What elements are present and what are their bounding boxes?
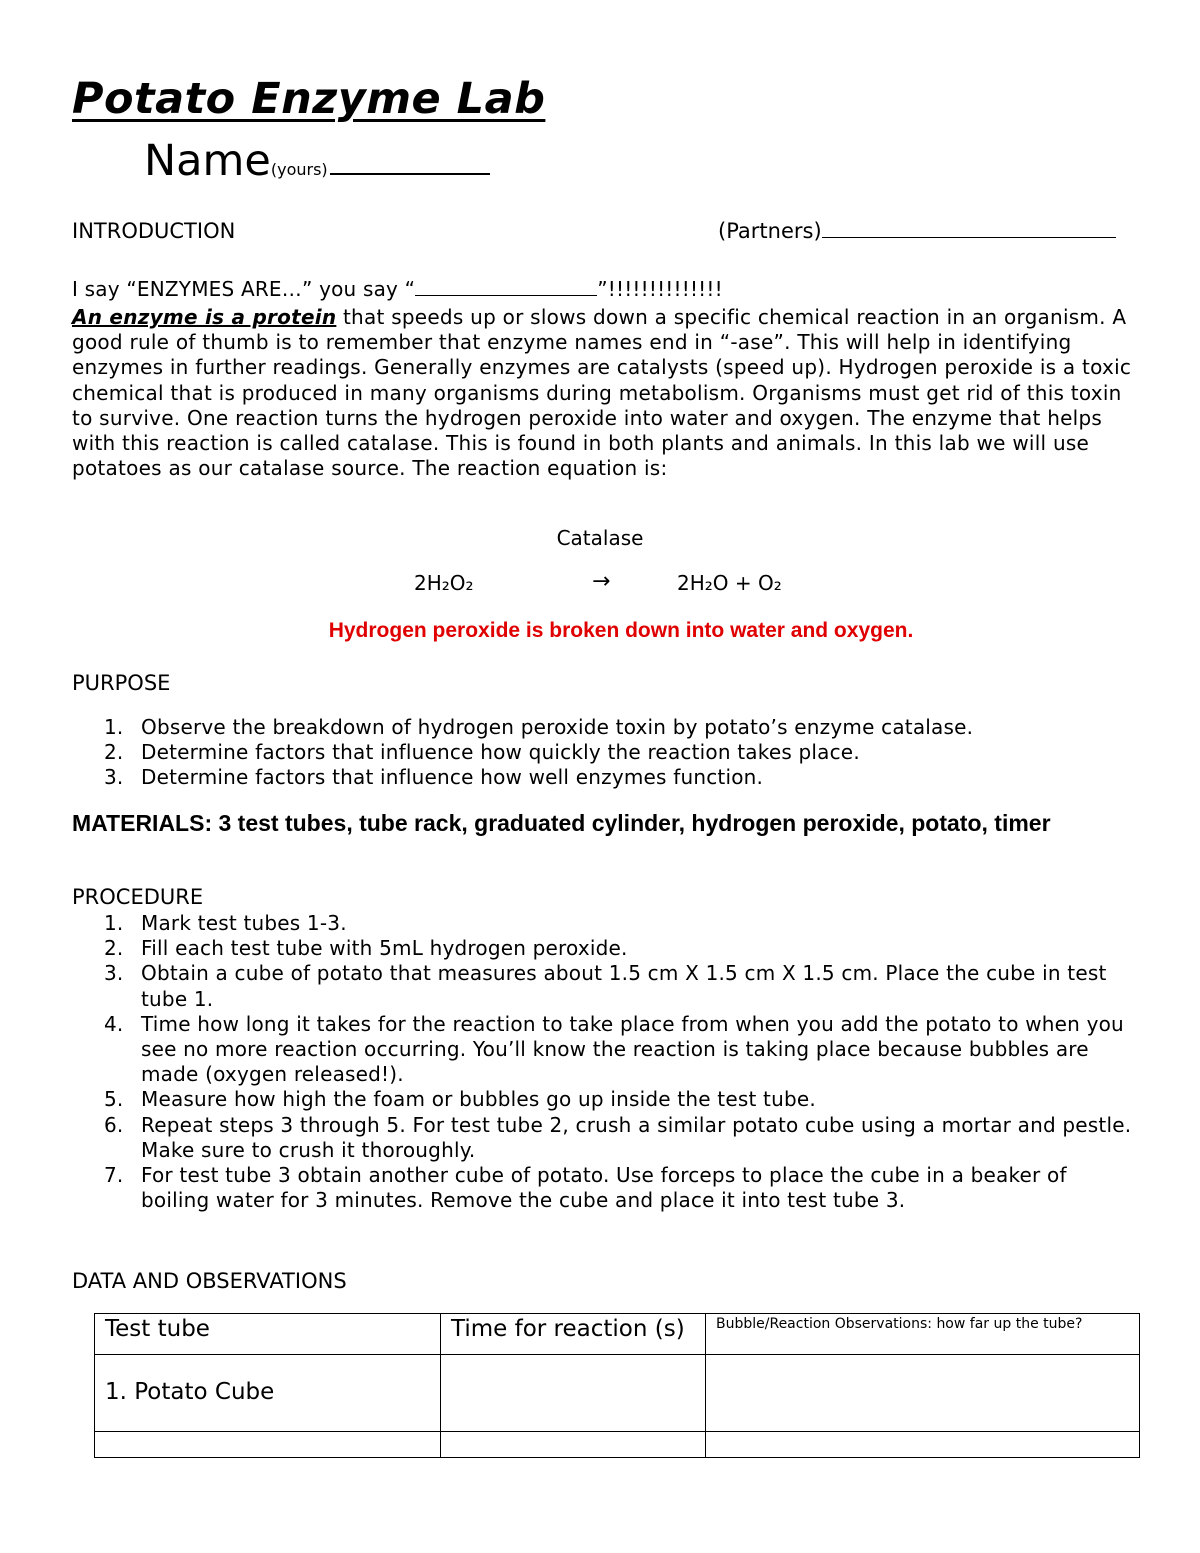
introduction-heading: INTRODUCTION <box>72 219 236 243</box>
partners-blank-line[interactable] <box>822 236 1116 238</box>
equation-product: 2H₂O + O₂ <box>677 571 782 595</box>
introduction-paragraph <box>72 305 1132 481</box>
list-text: Mark test tubes 1-3. <box>141 911 347 935</box>
say-suffix: ”!!!!!!!!!!!!!! <box>597 277 723 301</box>
equation-enzyme: Catalase <box>556 526 644 550</box>
list-number: 2. <box>104 936 124 961</box>
list-item <box>104 740 1134 765</box>
list-text: Measure how high the foam or bubbles go up inside the test tube. <box>141 1087 816 1112</box>
list-number: 3. <box>104 765 124 790</box>
table-cell[interactable] <box>706 1432 1140 1458</box>
list-item <box>104 1113 1134 1163</box>
list-text: Determine factors that influence how well enzymes function. <box>141 765 764 790</box>
list-item <box>104 911 1134 936</box>
list-text: Obtain a cube of potato that measures about 1.5 cm X 1.5 cm X 1.5 cm. Place the cube in test tube 1. <box>141 961 1107 1011</box>
materials-list: MATERIALS: 3 test tubes, tube rack, graduated cylinder, hydrogen peroxide, potato, timer <box>72 810 1051 836</box>
list-text: Time how long it takes for the reaction to take place from when you add the potato to when you see no more reaction occurring. You’ll know the reaction is taking place because bubbles are made (oxygen released!). <box>141 1011 1124 1087</box>
procedure-list <box>104 911 1134 1213</box>
table-row <box>95 1432 1140 1458</box>
name-label: Name <box>144 136 271 186</box>
intro-bold-text: An enzyme is a protein <box>72 305 337 329</box>
list-number: 1. <box>104 715 124 739</box>
purpose-list <box>104 715 1134 791</box>
table-header-time: Time for reaction (s) <box>441 1314 706 1355</box>
data-table <box>94 1313 1140 1458</box>
table-cell[interactable] <box>441 1355 706 1432</box>
list-number: 4. <box>104 1011 124 1036</box>
equation-reactant: 2H₂O₂ <box>414 571 474 595</box>
list-item <box>104 936 1134 961</box>
say-line <box>72 277 723 301</box>
table-cell[interactable] <box>441 1432 706 1458</box>
list-item <box>104 1012 1134 1088</box>
intro-body-text: that speeds up or slows down a specific chemical reaction in an organism. A good rule of thumb is to remember that enzyme names end in “-ase”. This will help in identifying enzymes in further readings. Generally enzymes are catalysts (speed up). Hydrogen peroxide is a toxic chemical that is produced in many organisms during metabolism. Organisms must get rid of this toxin to survive. One reaction turns the hydrogen peroxide into water and oxygen. The enzyme that helps with this reaction is called catalase. This is found in both plants and animals. In this lab we will use potatoes as our catalase source. The reaction equation is: <box>72 305 1132 481</box>
list-item <box>104 1087 1134 1112</box>
red-highlight-note: Hydrogen peroxide is broken down into water and oxygen. <box>328 619 914 642</box>
name-blank-line[interactable] <box>330 172 490 175</box>
table-header-observations: Bubble/Reaction Observations: how far up the tube? <box>706 1314 1140 1355</box>
list-item <box>104 765 1134 790</box>
say-prefix: I say “ENZYMES ARE…” you say “ <box>72 277 416 301</box>
list-number: 6. <box>104 1112 124 1137</box>
page-title: Potato Enzyme Lab <box>72 74 546 124</box>
list-item <box>104 961 1134 1011</box>
purpose-heading: PURPOSE <box>72 671 171 695</box>
list-item <box>104 715 1134 740</box>
table-row <box>95 1355 1140 1432</box>
table-header-test-tube: Test tube <box>95 1314 441 1355</box>
table-cell[interactable] <box>95 1432 441 1458</box>
list-number: 7. <box>104 1163 124 1188</box>
list-number: 5. <box>104 1087 124 1112</box>
partners-field <box>718 219 1116 243</box>
list-text: Repeat steps 3 through 5. For test tube 2, crush a similar potato cube using a mortar and pestle. Make sure to crush it thoroughly. <box>141 1112 1132 1162</box>
name-field <box>144 136 490 186</box>
list-number: 2. <box>104 740 124 765</box>
list-text: Determine factors that influence how quickly the reaction takes place. <box>141 740 860 765</box>
list-text: Fill each test tube with 5mL hydrogen peroxide. <box>141 936 628 961</box>
partners-label: (Partners) <box>718 219 822 243</box>
say-blank-line[interactable] <box>415 294 597 296</box>
arrow-right-icon: → <box>592 569 611 594</box>
list-number: 1. <box>104 911 124 935</box>
table-header-row <box>95 1314 1140 1355</box>
list-text: Observe the breakdown of hydrogen peroxide toxin by potato’s enzyme catalase. <box>141 715 974 739</box>
procedure-heading: PROCEDURE <box>72 885 204 909</box>
name-hint: (yours) <box>270 160 328 179</box>
list-text: For test tube 3 obtain another cube of potato. Use forceps to place the cube in a beaker of boiling water for 3 minutes. Remove the cube and place it into test tube 3. <box>141 1163 1067 1213</box>
table-cell: 1. Potato Cube <box>95 1355 441 1432</box>
list-number: 3. <box>104 961 124 986</box>
list-item <box>104 1163 1134 1213</box>
data-observations-heading: DATA AND OBSERVATIONS <box>72 1269 347 1293</box>
table-cell[interactable] <box>706 1355 1140 1432</box>
